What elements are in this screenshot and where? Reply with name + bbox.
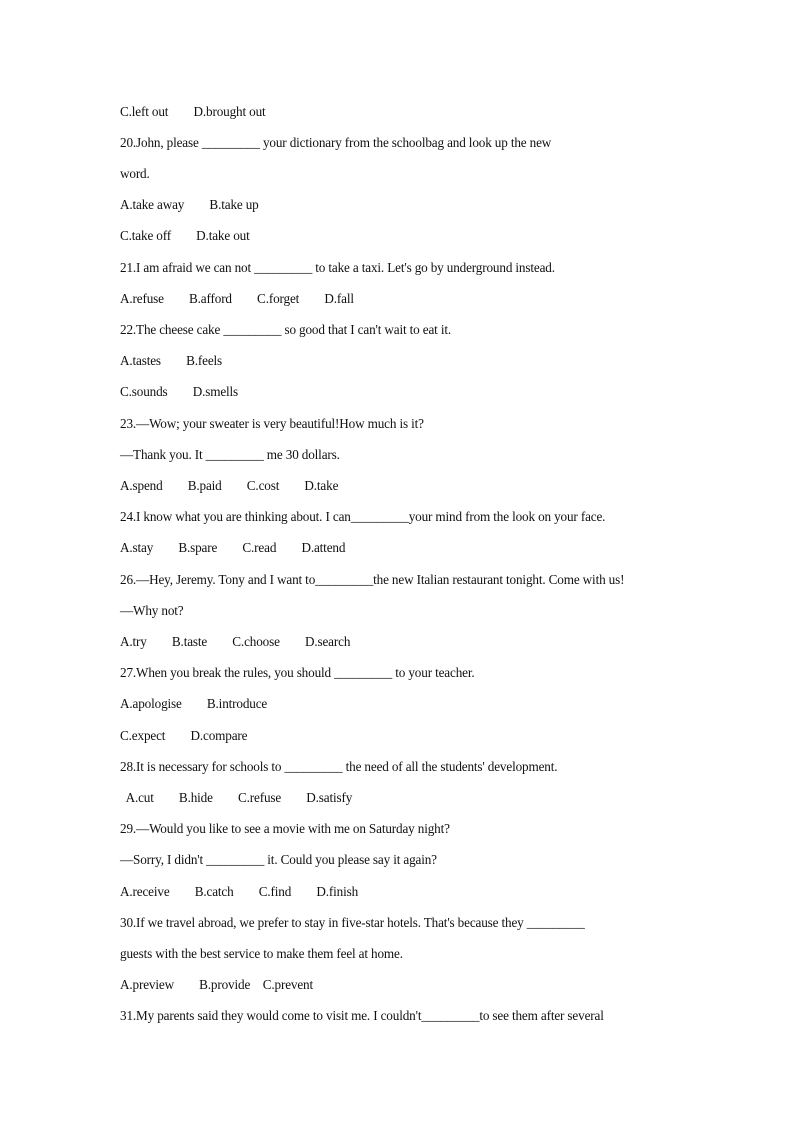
text-line: A.spend B.paid C.cost D.take xyxy=(120,478,339,493)
text-line: 24.I know what you are thinking about. I can_________your mind from the look on your face. xyxy=(120,509,606,524)
text-line: 30.If we travel abroad, we prefer to stay in five-star hotels. That's because they _________ xyxy=(120,915,585,930)
text-line: word. xyxy=(120,166,150,181)
text-line: 23.—Wow; your sweater is very beautiful!How much is it? xyxy=(120,416,424,431)
text-line: A.stay B.spare C.read D.attend xyxy=(120,540,346,555)
text-line: A.try B.taste C.choose D.search xyxy=(120,634,351,649)
text-line: A.preview B.provide C.prevent xyxy=(120,977,314,992)
text-line: —Why not? xyxy=(120,603,184,618)
text-line: 20.John, please _________ your dictionary from the schoolbag and look up the new xyxy=(120,135,552,150)
text-line: A.refuse B.afford C.forget D.fall xyxy=(120,291,354,306)
text-line: A.apologise B.introduce xyxy=(120,696,268,711)
text-line: guests with the best service to make them feel at home. xyxy=(120,946,403,961)
text-line: 22.The cheese cake _________ so good that I can't wait to eat it. xyxy=(120,322,452,337)
text-line: A.receive B.catch C.find D.finish xyxy=(120,884,359,899)
text-line: C.expect D.compare xyxy=(120,728,248,743)
text-line: A.tastes B.feels xyxy=(120,353,223,368)
text-line: A.cut B.hide C.refuse D.satisfy xyxy=(120,790,353,805)
text-line: A.take away B.take up xyxy=(120,197,259,212)
text-line: C.left out D.brought out xyxy=(120,104,266,119)
text-line: 26.—Hey, Jeremy. Tony and I want to_________the new Italian restaurant tonight. Come with us! xyxy=(120,572,625,587)
text-line: 28.It is necessary for schools to _________ the need of all the students' development. xyxy=(120,759,558,774)
text-line: C.sounds D.smells xyxy=(120,384,239,399)
text-line: 27.When you break the rules, you should _________ to your teacher. xyxy=(120,665,475,680)
text-line: —Thank you. It _________ me 30 dollars. xyxy=(120,447,340,462)
text-line: C.take off D.take out xyxy=(120,228,250,243)
text-line: 21.I am afraid we can not _________ to take a taxi. Let's go by underground instead. xyxy=(120,260,555,275)
text-line: —Sorry, I didn't _________ it. Could you please say it again? xyxy=(120,852,437,867)
text-line: 29.—Would you like to see a movie with me on Saturday night? xyxy=(120,821,450,836)
text-line: 31.My parents said they would come to visit me. I couldn't_________to see them after several xyxy=(120,1008,604,1023)
